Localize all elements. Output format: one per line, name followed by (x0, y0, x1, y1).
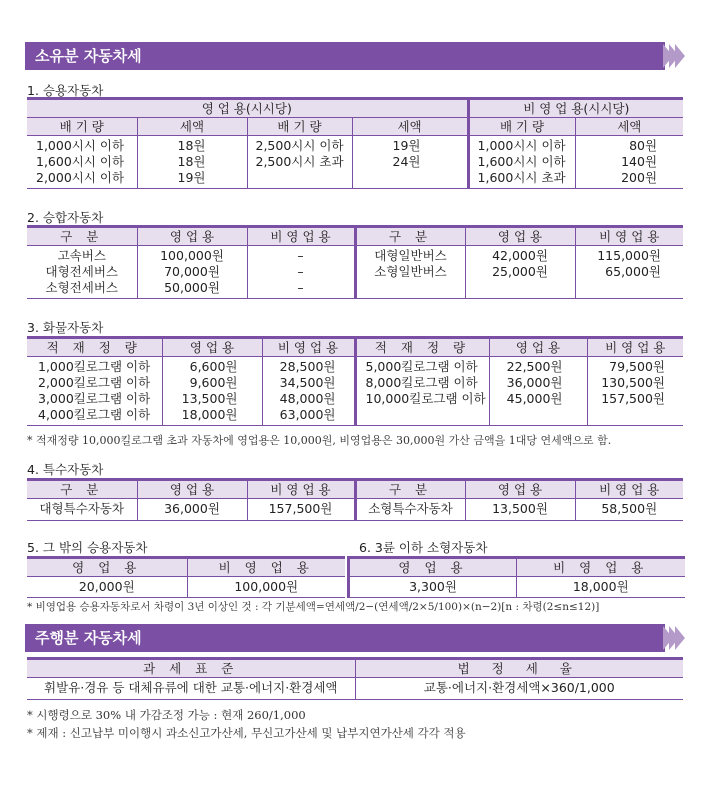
load-cell: 2,000킬로그램 이하 (38, 375, 151, 390)
header-nonbusiness: 비 영 업 용 (575, 227, 683, 246)
section-title: 4. 특수자동차 (27, 462, 104, 477)
truck-table (27, 336, 683, 426)
header-business: 영 업 용 (349, 558, 517, 577)
bus-table (27, 225, 683, 299)
header-business: 영 업 용 (137, 480, 247, 499)
nonbusiness-cell: 65,000원 (605, 264, 661, 279)
adjustment-note: * 시행령으로 30% 내 가감조정 가능 : 현재 260/1,000 (27, 708, 306, 722)
kind-cell: 대형특수자동차 (39, 501, 125, 516)
displacement-cell: 1,000시시 이하 (477, 138, 566, 153)
header-nonbusiness: 비 영 업 용 (575, 480, 683, 499)
business-cell: 100,000원 (160, 248, 224, 263)
nonbusiness-cell: 115,000원 (597, 248, 661, 263)
header-nonbusiness: 비 영 업 용 (517, 558, 685, 577)
section-title: 1. 승용자동차 (27, 83, 104, 98)
displacement-cell: 2,500시시 초과 (255, 154, 344, 169)
displacement-cell: 1,600시시 이하 (477, 154, 566, 169)
tax-cell: 140원 (621, 154, 658, 169)
header-business: 영 업 용 (137, 227, 247, 246)
tax-rate-cell: 교통·에너지·환경세액×360/1,000 (355, 678, 683, 700)
business-cell: 3,300원 (349, 577, 517, 598)
tax-cell: 19원 (177, 170, 206, 185)
section-title: 3. 화물자동차 (27, 320, 104, 335)
business-cell: 20,000원 (78, 579, 135, 594)
nonbusiness-cell: – (297, 280, 304, 295)
kind-cell: 소형특수자동차 (355, 499, 465, 521)
header-kind: 구 분 (355, 227, 465, 246)
load-cell: 1,000킬로그램 이하 (38, 359, 151, 374)
penalty-note: * 제재 : 신고납부 미이행시 과소신고가산세, 무신고가산세 및 납부지연가산세 각각 적용 (27, 726, 466, 740)
header-business: 영 업 용 (465, 480, 575, 499)
header-displacement: 배 기 량 (27, 118, 137, 136)
displacement-cell: 2,500시시 이하 (255, 138, 344, 153)
nonbusiness-cell: 28,500원 (279, 359, 336, 374)
header-business: 영 업 용(시시당) (27, 99, 468, 118)
header-business: 영 업 용 (489, 338, 587, 357)
displacement-cell: 1,600시시 초과 (477, 170, 566, 185)
nonbusiness-cell: 100,000원 (187, 577, 345, 598)
kind-cell: 소형일반버스 (374, 264, 447, 279)
truck-note: * 적재정량 10,000킬로그램 초과 자동차에 영업용은 10,000원, 비영업용은 30,000원 가산 금액을 1대당 연세액으로 함. (27, 434, 612, 447)
three-wheeler-table (347, 556, 685, 598)
nonbusiness-cell: 157,500원 (247, 499, 355, 521)
section-title: 주행분 자동차세 (35, 629, 142, 647)
business-cell: 42,000원 (492, 248, 548, 263)
section-title: 소유분 자동차세 (35, 47, 142, 65)
header-displacement: 배 기 량 (468, 118, 575, 136)
load-cell: 5,000킬로그램 이하 (365, 359, 478, 374)
section-banner-driving (25, 624, 665, 652)
header-tax-rate: 법 정 세 율 (355, 659, 683, 678)
nonbusiness-cell: 130,500원 (601, 375, 665, 390)
business-cell: 13,500원 (465, 499, 575, 521)
header-nonbusiness: 비 영 업 용 (247, 227, 355, 246)
header-kind: 구 분 (27, 227, 137, 246)
other-passenger-table (27, 556, 345, 598)
header-tax: 세액 (575, 118, 683, 136)
business-cell: 45,000원 (506, 391, 563, 406)
tax-cell: 80원 (629, 138, 658, 153)
driving-tax-table (27, 657, 683, 700)
business-cell: 6,600원 (189, 359, 238, 374)
chevron-icon (661, 624, 691, 652)
header-nonbusiness: 비 영 업 용 (587, 338, 683, 357)
business-cell: 70,000원 (164, 264, 220, 279)
load-cell: 10,000킬로그램 이하 (365, 391, 486, 406)
business-cell: 36,000원 (506, 375, 563, 390)
section-banner-ownership (25, 42, 665, 70)
business-cell: 50,000원 (164, 280, 220, 295)
displacement-cell: 1,600시시 이하 (36, 154, 125, 169)
business-cell: 22,500원 (506, 359, 563, 374)
nonbusiness-cell: 157,500원 (601, 391, 665, 406)
business-cell: 36,000원 (137, 499, 247, 521)
kind-cell: 대형일반버스 (374, 248, 447, 263)
kind-cell: 소형전세버스 (45, 280, 118, 295)
business-cell: 13,500원 (181, 391, 238, 406)
kind-cell: 고속버스 (57, 248, 106, 263)
passenger-car-table (27, 97, 683, 189)
section-title: 6. 3륜 이하 소형자동차 (359, 540, 488, 555)
header-business: 영 업 용 (465, 227, 575, 246)
nonbusiness-cell: – (297, 248, 304, 263)
load-cell: 8,000킬로그램 이하 (365, 375, 478, 390)
header-tax-base: 과 세 표 준 (27, 659, 355, 678)
header-tax: 세액 (137, 118, 247, 136)
nonbusiness-cell: 34,500원 (279, 375, 336, 390)
nonbusiness-cell: 79,500원 (609, 359, 665, 374)
load-cell: 3,000킬로그램 이하 (38, 391, 151, 406)
nonbusiness-cell: 63,000원 (279, 407, 336, 422)
header-kind: 구 분 (355, 480, 465, 499)
header-nonbusiness: 비 영 업 용 (187, 558, 345, 577)
nonbusiness-cell: 18,000원 (517, 577, 685, 598)
nonbusiness-cell: 58,500원 (575, 499, 683, 521)
nonbusiness-cell: – (297, 264, 304, 279)
business-cell: 18,000원 (181, 407, 238, 422)
business-cell: 9,600원 (189, 375, 238, 390)
section-title: 5. 그 밖의 승용자동차 (27, 540, 148, 555)
header-nonbusiness: 비 영 업 용 (262, 338, 355, 357)
business-cell: 25,000원 (492, 264, 548, 279)
header-tax: 세액 (352, 118, 468, 136)
header-displacement: 배 기 량 (247, 118, 352, 136)
tax-cell: 19원 (392, 138, 421, 153)
nonbusiness-cell: 48,000원 (279, 391, 336, 406)
tax-base-cell: 휘발유·경유 등 대체유류에 대한 교통·에너지·환경세액 (44, 680, 338, 695)
load-cell: 4,000킬로그램 이하 (38, 407, 151, 422)
tax-cell: 200원 (621, 170, 658, 185)
header-kind: 구 분 (27, 480, 137, 499)
header-business: 영 업 용 (162, 338, 262, 357)
chevron-icon (661, 42, 691, 70)
passenger-note: * 비영업용 승용자동차로서 차령이 3년 이상인 것 : 각 기분세액=연세액/2−(연세액/2×5/100)×(n−2)[n : 차령(2≤n≤12)] (27, 601, 600, 613)
kind-cell: 대형전세버스 (45, 264, 118, 279)
section-title: 2. 승합자동차 (27, 210, 104, 225)
displacement-cell: 2,000시시 이하 (36, 170, 125, 185)
special-vehicle-table (27, 478, 683, 521)
header-business: 영 업 용 (27, 558, 187, 577)
displacement-cell: 1,000시시 이하 (36, 138, 125, 153)
header-load: 적 재 정 량 (355, 338, 489, 357)
tax-cell: 18원 (177, 154, 206, 169)
header-nonbusiness: 비 영 업 용 (247, 480, 355, 499)
tax-cell: 24원 (392, 154, 421, 169)
header-nonbusiness: 비 영 업 용(시시당) (468, 99, 683, 118)
tax-cell: 18원 (177, 138, 206, 153)
header-load: 적 재 정 량 (27, 338, 162, 357)
